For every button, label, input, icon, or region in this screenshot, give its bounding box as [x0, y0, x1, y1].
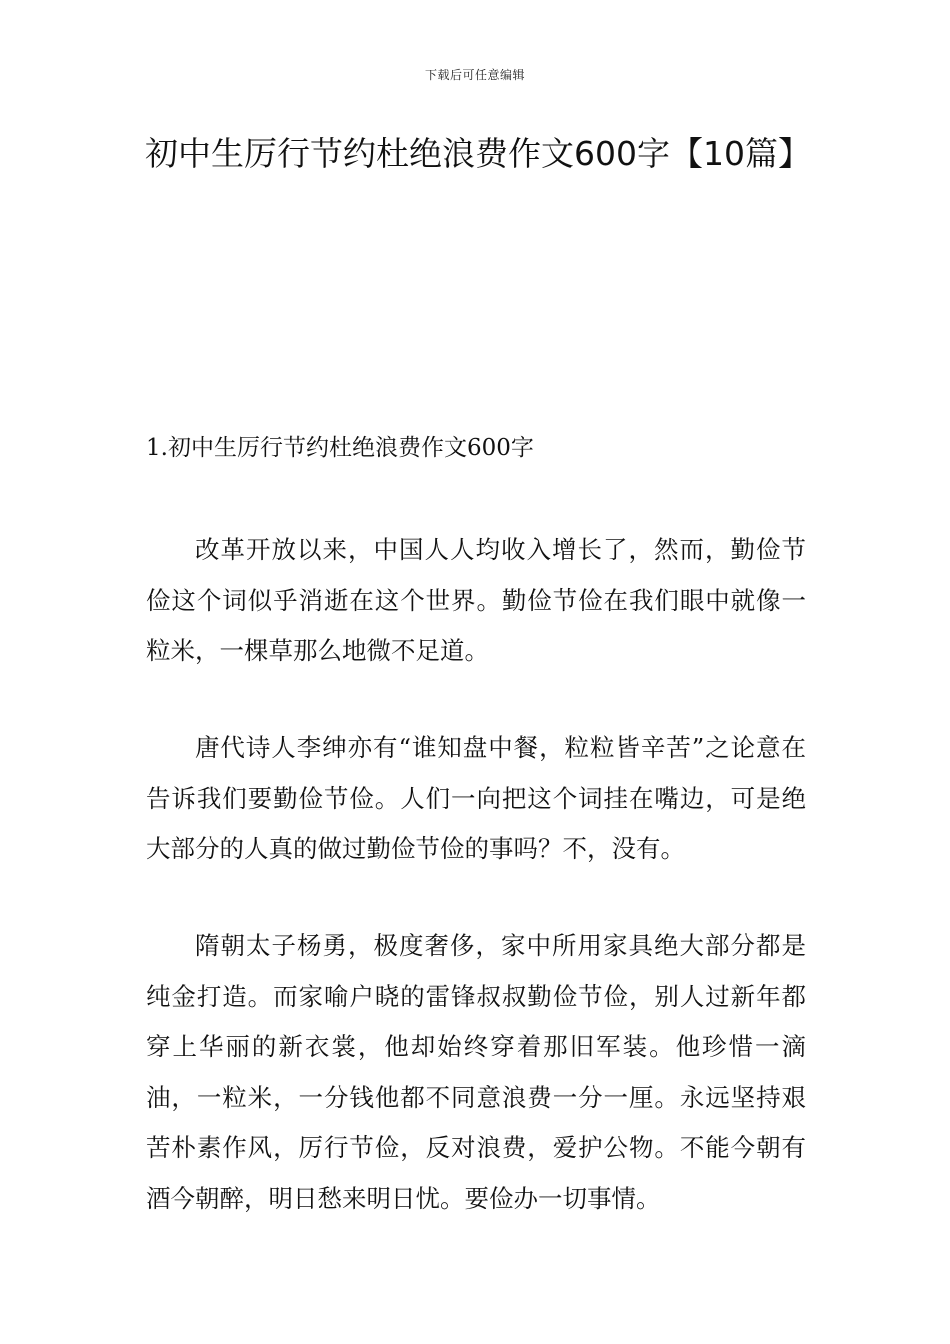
- header-note: 下载后可任意编辑: [424, 68, 525, 82]
- section-heading: 1.初中生厉行节约杜绝浪费作文600字: [146, 435, 534, 461]
- paragraph-3: 隋朝太子杨勇，极度奢侈，家中所用家具绝大部分都是纯金打造。而家喻户晓的雷锋叔叔勤俭节俭，别人过新年都穿上华丽的新衣裳，他却始终穿着那旧军装。他珍惜一滴油，一粒米，一分钱他都不同意浪费一分一厘。永远坚持艰苦朴素作风，厉行节俭，反对浪费，爱护公物。不能今朝有酒今朝醉，明日愁来明日忧。要俭办一切事情。: [146, 931, 806, 1213]
- document-title: 初中生厉行节约杜绝浪费作文600字【10篇】: [145, 134, 811, 173]
- paragraph-1: 改革开放以来，中国人人均收入增长了，然而，勤俭节俭这个词似乎消逝在这个世界。勤俭节俭在我们眼中就像一粒米，一棵草那么地微不足道。: [146, 535, 806, 666]
- paragraph-2: 唐代诗人李绅亦有“谁知盘中餐，粒粒皆辛苦”之论意在告诉我们要勤俭节俭。人们一向把这个词挂在嘴边，可是绝大部分的人真的做过勤俭节俭的事吗？不，没有。: [146, 733, 806, 864]
